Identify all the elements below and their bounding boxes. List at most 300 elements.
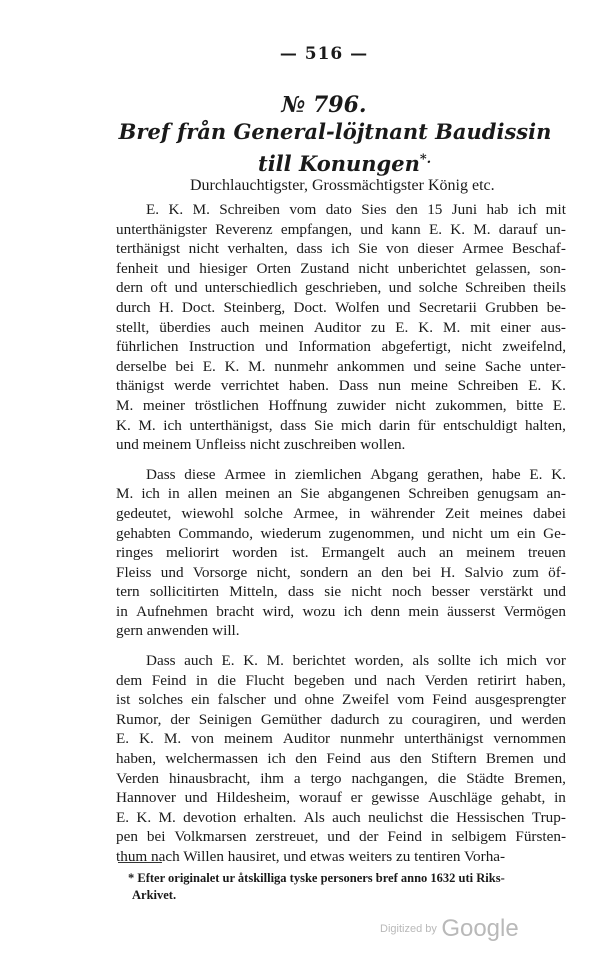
word: und [265, 338, 288, 356]
word: son- [539, 259, 566, 277]
word: M. [473, 220, 491, 238]
word: un- [545, 220, 566, 238]
word: und [167, 259, 191, 277]
word: K. [116, 416, 131, 434]
word: wird, [262, 602, 295, 620]
word: von [191, 730, 214, 748]
word: E. [116, 730, 130, 748]
word: worauf [298, 789, 342, 807]
word: dem [116, 671, 143, 689]
word: unberichtet [397, 259, 467, 277]
word: genugsam [476, 485, 539, 503]
text-line [116, 543, 566, 563]
footnote-divider [118, 862, 162, 863]
word: als [412, 652, 430, 670]
word: Städte [466, 769, 505, 787]
word: gerathen, [427, 465, 484, 483]
word: der [359, 828, 379, 846]
word: ich [267, 750, 286, 768]
text-line [116, 239, 566, 259]
word: den [399, 750, 422, 768]
word: aus- [540, 318, 566, 336]
word: und [543, 583, 566, 601]
word: Ge- [543, 524, 566, 542]
word: Gemüther [260, 710, 322, 728]
text-line [116, 563, 566, 583]
word: Feind [151, 671, 187, 689]
text-line [116, 582, 566, 602]
word: Abgang [370, 465, 419, 483]
word: nicht [188, 240, 219, 258]
letter-body [116, 200, 566, 867]
word: Zweifel [342, 691, 390, 709]
word: Bremen, [514, 769, 566, 787]
word: Stiftern [431, 750, 477, 768]
word: E. [428, 220, 443, 238]
word: darauf [498, 220, 538, 238]
word: sollicitirten [149, 583, 220, 601]
word: Trup- [531, 808, 566, 826]
word: Fleiss [116, 563, 152, 581]
word: K. [418, 318, 434, 336]
word: kann [391, 220, 421, 238]
word: Sie [358, 240, 378, 258]
word: gewisse [371, 789, 420, 807]
document-title [100, 118, 570, 178]
word: auch [332, 808, 361, 826]
word: unterthänigst [404, 730, 484, 748]
word: K. [224, 357, 240, 375]
word: neulichst [368, 808, 423, 826]
word: Schreiben [408, 485, 469, 503]
word: hinausbracht, [168, 769, 251, 787]
word: in [116, 602, 128, 620]
word: ich [479, 652, 498, 670]
word: Feind [432, 691, 467, 709]
word: und [160, 563, 184, 581]
word: falscher [217, 691, 266, 709]
word: Juni [451, 201, 478, 218]
word: werden [521, 710, 566, 728]
word: E. [221, 652, 235, 670]
word: nicht, [256, 563, 291, 581]
word: wiewohl [181, 504, 234, 522]
word: nachgangen, [351, 769, 428, 787]
word: Flucht [245, 671, 285, 689]
word: Fürsten- [515, 828, 566, 846]
word: K. [450, 220, 465, 238]
word: Auditor [313, 318, 362, 336]
word: ihm [260, 769, 284, 787]
text-line [116, 278, 566, 298]
word: meiner [142, 396, 186, 414]
text-line [116, 827, 566, 847]
word: E. [528, 377, 542, 395]
word: haben, [525, 671, 566, 689]
word: worden [231, 544, 278, 562]
word: hab [486, 201, 509, 218]
word: erhalten. [243, 808, 297, 826]
word: tergo [310, 769, 342, 787]
word: die [437, 769, 457, 787]
word: ankommen [337, 357, 405, 375]
word: Hoffnung [268, 396, 328, 414]
title-line-2 [100, 146, 570, 178]
word: solche [244, 504, 283, 522]
word: und [387, 298, 411, 316]
word: sondern [300, 563, 349, 581]
word: K. [243, 652, 258, 670]
word: haben, [116, 750, 157, 768]
word: und [327, 828, 351, 846]
word: auch [184, 652, 213, 670]
word: vor [545, 652, 566, 670]
word: meinen [225, 485, 270, 503]
word: zuwider [336, 396, 386, 414]
word: retirirt [477, 671, 517, 689]
text-line [116, 220, 566, 240]
text-line [116, 651, 566, 671]
word: Hildesheim, [216, 789, 291, 807]
word: dato [325, 201, 352, 218]
word: Salvio [464, 563, 504, 581]
word: terthänigst [116, 240, 181, 258]
word: gehabten [116, 524, 171, 542]
word: Mitteln, [229, 583, 278, 601]
word: und [413, 357, 437, 375]
word: worden, [354, 652, 404, 670]
word: gehabt, [501, 789, 546, 807]
text-line [116, 318, 566, 338]
word: Auschläge [428, 789, 493, 807]
word: mich [340, 416, 372, 434]
word: Dass [338, 377, 369, 395]
word: hiesiger [199, 259, 248, 277]
word: Orten [256, 259, 292, 277]
word: meines [479, 504, 523, 522]
text-line: und meinem Unfleiss nicht zuschreiben wollen. [116, 436, 406, 454]
word: meinem [223, 730, 273, 748]
word: M. [442, 318, 461, 336]
word: unter- [529, 357, 566, 375]
word: K. [136, 808, 152, 826]
text-line [116, 376, 566, 396]
word: und [388, 279, 412, 297]
text-line [116, 337, 566, 357]
word: Schreiben [457, 377, 519, 395]
word: und [354, 671, 377, 689]
word: ziemlichen [294, 465, 362, 483]
word: gedeutet, [116, 504, 172, 522]
word: devotion [183, 808, 237, 826]
word: nunmehr [340, 730, 395, 748]
word: vom [397, 691, 425, 709]
word: couragiren, [411, 710, 481, 728]
word: theils [533, 279, 566, 297]
word: vom [289, 201, 317, 218]
word: fenheit [116, 259, 159, 277]
word: ein [191, 691, 210, 709]
word: Feind [387, 828, 422, 846]
word: Bremen [485, 750, 534, 768]
word: Hannover [116, 789, 176, 807]
page-number: — 516 — [279, 44, 369, 64]
word: E. [202, 357, 216, 375]
word: ohne [304, 691, 335, 709]
word: darin [378, 416, 411, 434]
word: K. [139, 730, 154, 748]
word: durch [116, 298, 151, 316]
word: dern [116, 279, 143, 297]
word: Schreiben [464, 279, 526, 297]
word: in [430, 828, 443, 846]
word: bracht [216, 602, 255, 620]
word: den [395, 201, 418, 218]
word: Armee [224, 465, 266, 483]
word: halten, [524, 416, 566, 434]
footnote-line-1: * Efter originalet ur åtskilliga tyske personers bref anno 1632 uti Riks- [128, 871, 505, 885]
word: derselbe [116, 357, 167, 375]
word: Verden [116, 769, 160, 787]
word: dass [280, 416, 307, 434]
word: tern [116, 583, 140, 601]
word: unterschiedlich [204, 279, 298, 297]
word: in [348, 504, 361, 522]
word: Doct. [181, 298, 216, 316]
word: Zustand [300, 259, 350, 277]
word: pen [116, 828, 138, 846]
word: währender [370, 504, 435, 522]
word: Vermögen [503, 602, 566, 620]
text-line [116, 298, 566, 318]
word: mich [506, 652, 537, 670]
word: tröstlichen [194, 396, 259, 414]
word: Sache [484, 357, 522, 375]
word: ist. [290, 544, 309, 562]
word: auch [220, 318, 250, 336]
word: berichtet [292, 652, 346, 670]
word: nach [386, 671, 416, 689]
word: Commando, [178, 524, 254, 542]
word: dieser [417, 240, 454, 258]
word: der [170, 710, 190, 728]
word: die [217, 671, 236, 689]
word: und [421, 524, 445, 542]
word: M. [158, 808, 176, 826]
text-line [116, 524, 566, 544]
word: an [439, 544, 454, 562]
word: Instruction [188, 338, 255, 356]
word: und [360, 220, 384, 238]
word: bei [175, 357, 194, 375]
word: Reverenz [215, 220, 273, 238]
word: M. [138, 416, 156, 434]
word: thänigst [116, 377, 165, 395]
text-line [116, 484, 566, 504]
word: Feind [326, 750, 362, 768]
word: wozu [302, 602, 336, 620]
text-line [116, 416, 566, 436]
word: Zeit [445, 504, 470, 522]
word: in [167, 485, 180, 503]
word: ein [517, 524, 536, 542]
paragraph-gap [116, 641, 566, 651]
word: Dass [146, 652, 176, 670]
word: mein [408, 602, 439, 620]
word: meliorirt [165, 544, 220, 562]
word: mit [470, 318, 491, 336]
word: sie [324, 583, 342, 601]
text-line [116, 729, 566, 749]
word: stellt, [116, 318, 150, 336]
word: denn [370, 602, 401, 620]
word: und [543, 750, 566, 768]
text-line: thum nach Willen hausiret, und etwas weiters zu tentiren Vorha- [116, 848, 506, 865]
word: solche [418, 279, 458, 297]
word: H. [158, 298, 174, 316]
watermark-prefix: Digitized by [380, 923, 437, 935]
word: noch [391, 583, 422, 601]
word: begeben [293, 671, 345, 689]
word: sollte [437, 652, 471, 670]
word: treuen [527, 544, 566, 562]
word: verstärkt [479, 583, 533, 601]
word: selbigem [451, 828, 507, 846]
word: die [430, 808, 449, 826]
word: Schreiben [219, 201, 280, 218]
word: von [386, 240, 409, 258]
text-line [116, 504, 566, 524]
word: welchermassen [165, 750, 259, 768]
word: dadurch [330, 710, 380, 728]
word: überdies [159, 318, 211, 336]
word: oft [150, 279, 168, 297]
word: ist [116, 691, 131, 709]
footnote-line-2: Arkivet. [132, 888, 177, 902]
word: in [195, 671, 208, 689]
word: wiederum [260, 524, 322, 542]
word: zukommen, [435, 396, 507, 414]
word: bitte [516, 396, 544, 414]
word: Seinigen [198, 710, 252, 728]
word: in [554, 789, 566, 807]
word: dass [287, 583, 315, 601]
word: Wolfen [335, 298, 380, 316]
word: solches [138, 691, 184, 709]
word: an [357, 563, 372, 581]
text-line [116, 749, 566, 769]
text-line [116, 259, 566, 279]
word: ich [331, 240, 350, 258]
word: unterthänigster [116, 220, 208, 238]
text-line [116, 465, 566, 485]
word: nicht [358, 259, 389, 277]
word: H. [440, 563, 456, 581]
word: bei [412, 563, 432, 581]
word: be- [546, 298, 566, 316]
word: ringes [116, 544, 154, 562]
word: ausgesprengter [474, 691, 566, 709]
text-line [116, 788, 566, 808]
word: um [490, 524, 510, 542]
word: und [273, 691, 297, 709]
word: E. [529, 465, 543, 483]
word: gelassen, [475, 259, 531, 277]
text-line [116, 602, 566, 622]
text-line: gern anwenden will. [116, 622, 240, 640]
word: an [277, 485, 293, 503]
word: geschrieben, [304, 279, 382, 297]
word: Sie [313, 416, 334, 434]
word: unterthänigst, [189, 416, 273, 434]
word: Aufnehmen [136, 602, 208, 620]
word: E. [146, 201, 160, 218]
word: empfangen, [280, 220, 353, 238]
word: K. [168, 201, 184, 218]
word: nun [378, 377, 401, 395]
word: meinen [259, 318, 304, 336]
word: Secretarii [418, 298, 477, 316]
word: Dass [146, 465, 176, 483]
word: Sie [300, 485, 320, 503]
word: Vorsorge [192, 563, 248, 581]
word: Armee, [293, 504, 339, 522]
word: nicht [452, 524, 483, 542]
footnote-marker: *. [419, 152, 432, 167]
word: besser [431, 583, 470, 601]
word: zum [512, 563, 539, 581]
word: und [184, 789, 208, 807]
word: dass [296, 240, 323, 258]
text-line [116, 357, 566, 377]
word: auch [397, 544, 427, 562]
text-line [116, 396, 566, 416]
word: dabei [533, 504, 566, 522]
word: diese [184, 465, 216, 483]
word: nicht [461, 338, 492, 356]
word: ich [141, 485, 160, 503]
word: habe [491, 465, 521, 483]
word: zugenommen, [328, 524, 415, 542]
title-line-1: Bref från General-löjtnant Baudissin [118, 119, 552, 144]
footnote [128, 870, 568, 904]
word: seine [444, 357, 477, 375]
word: verrichtet [220, 377, 280, 395]
word: meine [410, 377, 448, 395]
word: in [274, 465, 287, 483]
word: a [293, 769, 301, 787]
word: zu [371, 318, 386, 336]
text-line [116, 671, 566, 691]
word: E. [116, 808, 130, 826]
word: M. [163, 730, 182, 748]
word: Auditor [282, 730, 331, 748]
word: zerstreuet, [255, 828, 319, 846]
word: Steinberg, [223, 298, 286, 316]
word: Hessischen [456, 808, 525, 826]
word: ich [517, 201, 537, 218]
word: E. [552, 396, 566, 414]
word: Armee [462, 240, 504, 258]
word: M. [248, 357, 266, 375]
word: mit [545, 201, 566, 218]
word: abgefertigt, [381, 338, 452, 356]
word: und [174, 279, 198, 297]
word: Volkmarsen [174, 828, 247, 846]
word: einer [500, 318, 531, 336]
word: Verden [424, 671, 468, 689]
word: und [489, 710, 513, 728]
